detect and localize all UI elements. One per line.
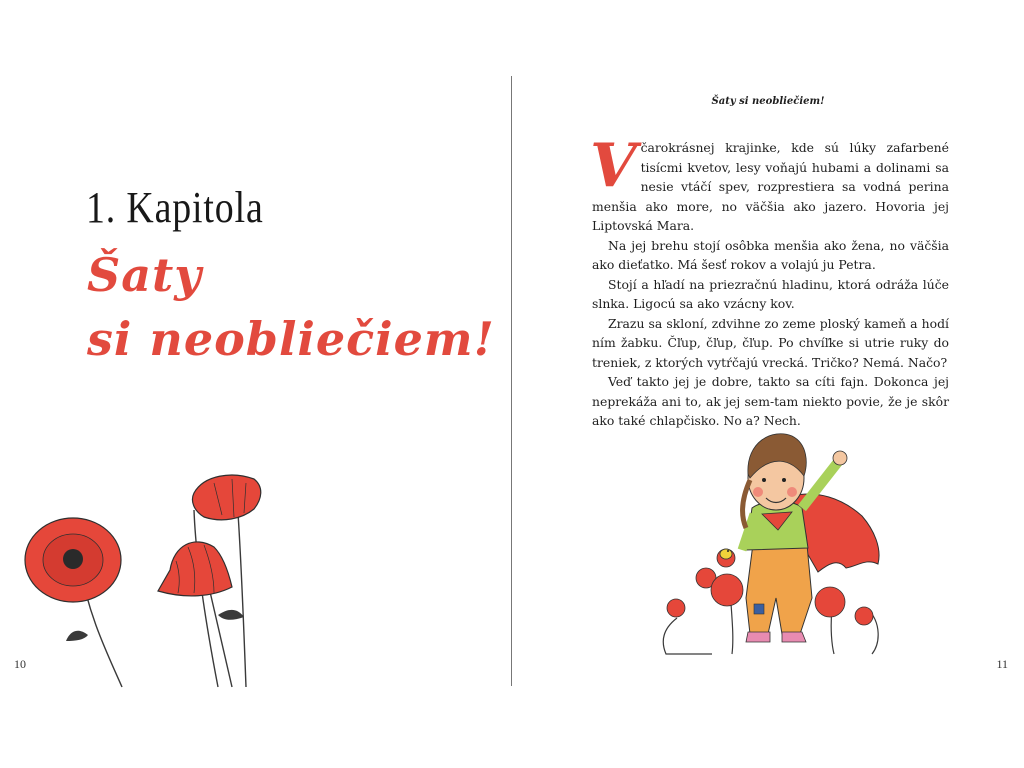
poppy-flower-2 [158,542,232,596]
bird [720,549,732,559]
chapter-title-line-1: Šaty [87,248,203,302]
paragraph-2: Na jej brehu stojí osôbka menšia ako žena, no väčšia ako dieťatko. Má šesť rokov a volajú ju Petra. [592,237,949,272]
running-head: Šaty si neobliečiem! [711,96,825,107]
poppy-illustration [18,465,278,690]
story-text [590,131,949,431]
chapter-title [87,243,507,371]
poppy-flower-1 [25,518,121,602]
girl-illustration [642,418,892,663]
paragraph-4: Zrazu sa skloní, zdvihne zo zeme ploský kameň a hodí ním žabku. Čľup, čľup, čľup. Po chvíľke si utrie ruky do treniek, z ktorých vytŕčajú vrecká. Tričko? Nemá. Načo? [592,315,949,370]
drop-cap: V [590,131,637,201]
right-page [512,0,1024,768]
paragraph-3: Stojí a hľadí na priezračnú hladinu, ktorá odráža lúče slnka. Ligocú sa ako vzácny kov. [592,276,949,311]
page-number-right: 11 [996,657,1008,671]
poppy-flower-3 [192,475,260,520]
paragraph-5: Veď takto jej je dobre, takto sa cíti fajn. Dokonca jej neprekáža ani to, ak jej sem-tam niekto povie, že je skôr ako také chlapčisko. No a? Nech. [592,374,949,428]
page-number-left: 10 [14,657,26,671]
paragraph-1 [590,131,949,236]
chapter-title-line-2: si neobliečiem! [87,312,495,366]
chapter-number: 1. Kapitola [86,183,264,232]
paragraph-1-text: čarokrásnej krajinke, kde sú lúky zafarbené tisícmi kvetov, lesy voňajú hubami a dolinami sa nesie vtáčí spev, rozprestiera sa vodná perina menšia ako more, no väčšia ako jazero. Hovoria jej Liptovská Mara. [592,140,949,233]
